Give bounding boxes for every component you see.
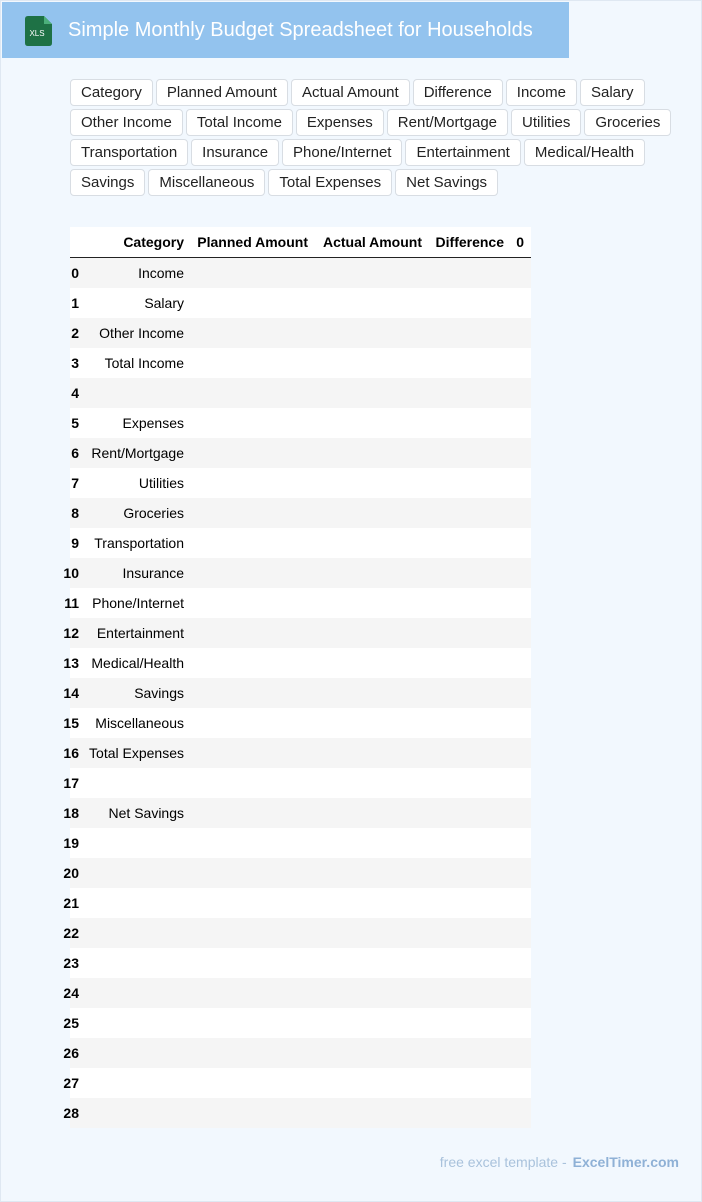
planned-amount-cell[interactable]	[191, 858, 315, 888]
extra-cell[interactable]	[511, 798, 531, 828]
actual-amount-cell[interactable]	[315, 1068, 429, 1098]
row-index: 0	[71, 265, 79, 281]
difference-cell[interactable]	[429, 408, 511, 438]
row-index: 3	[71, 355, 79, 371]
category-cell[interactable]: Groceries	[79, 498, 191, 528]
difference-cell[interactable]	[429, 588, 511, 618]
table-row	[70, 948, 531, 978]
category-cell[interactable]	[79, 768, 191, 798]
row-index: 5	[71, 415, 79, 431]
row-index-cell	[70, 498, 79, 528]
difference-cell[interactable]	[429, 468, 511, 498]
row-index: 24	[63, 985, 79, 1001]
category-cell[interactable]	[79, 888, 191, 918]
extra-cell[interactable]	[511, 498, 531, 528]
category-cell[interactable]	[79, 978, 191, 1008]
extra-cell[interactable]	[511, 1068, 531, 1098]
extra-cell[interactable]	[511, 528, 531, 558]
extra-cell[interactable]	[511, 408, 531, 438]
row-index-cell	[70, 528, 79, 558]
row-index-cell	[63, 648, 79, 678]
row-index: 15	[63, 715, 79, 731]
row-index: 17	[63, 775, 79, 791]
page-title: Simple Monthly Budget Spreadsheet for Households	[68, 19, 533, 41]
tag-chip[interactable]: Total Expenses	[268, 169, 392, 196]
table-row	[70, 798, 531, 828]
row-index: 20	[63, 865, 79, 881]
row-index: 22	[63, 925, 79, 941]
planned-amount-cell[interactable]	[191, 618, 315, 648]
difference-cell[interactable]	[429, 858, 511, 888]
row-index: 19	[63, 835, 79, 851]
row-index-cell	[63, 828, 79, 858]
row-index-cell	[63, 1068, 79, 1098]
planned-amount-cell[interactable]	[191, 588, 315, 618]
actual-amount-cell[interactable]	[315, 468, 429, 498]
table-row	[70, 498, 531, 528]
category-cell[interactable]: Income	[79, 258, 191, 289]
difference-cell[interactable]	[429, 828, 511, 858]
row-index-cell	[64, 588, 79, 618]
tag-chip[interactable]: Income	[506, 79, 577, 106]
row-index: 10	[63, 565, 79, 581]
row-index: 18	[63, 805, 79, 821]
difference-cell[interactable]	[429, 888, 511, 918]
difference-cell[interactable]	[429, 348, 511, 378]
category-cell[interactable]: Phone/Internet	[79, 588, 191, 618]
extra-cell[interactable]	[511, 888, 531, 918]
extra-cell[interactable]	[511, 648, 531, 678]
row-index: 9	[71, 535, 79, 551]
category-cell[interactable]: Insurance	[79, 558, 191, 588]
table-row	[70, 1098, 531, 1128]
difference-cell[interactable]	[429, 558, 511, 588]
row-index-cell	[63, 888, 79, 918]
planned-amount-cell[interactable]	[191, 678, 315, 708]
row-index-cell	[63, 1098, 79, 1128]
table-header-row	[70, 227, 531, 258]
actual-amount-cell[interactable]	[315, 978, 429, 1008]
difference-cell[interactable]	[429, 378, 511, 408]
actual-amount-cell[interactable]	[315, 888, 429, 918]
category-cell[interactable]: Rent/Mortgage	[79, 438, 191, 468]
tag-chip[interactable]: Net Savings	[395, 169, 498, 196]
row-index: 16	[63, 745, 79, 761]
planned-amount-cell[interactable]	[191, 798, 315, 828]
table-row	[70, 1068, 531, 1098]
extra-cell[interactable]	[511, 678, 531, 708]
actual-amount-cell[interactable]	[315, 738, 429, 768]
excel-file-icon	[25, 16, 52, 46]
row-index-cell	[70, 348, 79, 378]
category-cell[interactable]	[79, 858, 191, 888]
row-index: 1	[71, 295, 79, 311]
planned-amount-cell[interactable]	[191, 558, 315, 588]
extra-cell[interactable]	[511, 378, 531, 408]
planned-amount-cell[interactable]	[191, 1068, 315, 1098]
row-index-cell	[63, 798, 79, 828]
category-cell[interactable]: Medical/Health	[79, 648, 191, 678]
difference-cell[interactable]	[429, 948, 511, 978]
actual-amount-cell[interactable]	[315, 858, 429, 888]
index-header	[70, 227, 79, 258]
category-cell[interactable]: Net Savings	[79, 798, 191, 828]
tag-chip[interactable]: Total Income	[186, 109, 293, 136]
actual-amount-cell[interactable]	[315, 798, 429, 828]
extra-cell[interactable]	[511, 468, 531, 498]
extra-cell[interactable]	[511, 318, 531, 348]
actual-amount-cell[interactable]	[315, 768, 429, 798]
extra-cell[interactable]	[511, 948, 531, 978]
extra-cell[interactable]	[511, 828, 531, 858]
row-index-cell	[70, 318, 79, 348]
footer-text: free excel template -	[439, 1154, 567, 1170]
column-header-difference[interactable]: Difference	[429, 227, 511, 258]
extra-cell[interactable]	[511, 858, 531, 888]
extra-cell[interactable]	[511, 1008, 531, 1038]
row-index: 8	[71, 505, 79, 521]
row-index: 21	[63, 895, 79, 911]
difference-cell[interactable]	[429, 678, 511, 708]
row-index-cell	[63, 1038, 79, 1068]
row-index: 4	[71, 385, 79, 401]
row-index-cell	[70, 258, 79, 289]
difference-cell[interactable]	[429, 318, 511, 348]
table-row	[70, 768, 531, 798]
extra-cell[interactable]	[511, 618, 531, 648]
difference-cell[interactable]	[429, 648, 511, 678]
row-index: 2	[71, 325, 79, 341]
row-index-cell	[63, 738, 79, 768]
extra-cell[interactable]	[511, 708, 531, 738]
actual-amount-cell[interactable]	[315, 438, 429, 468]
row-index-cell	[70, 378, 79, 408]
category-cell[interactable]: Total Expenses	[79, 738, 191, 768]
tag-chip[interactable]: Utilities	[511, 109, 581, 136]
column-header-planned-amount[interactable]: Planned Amount	[191, 227, 315, 258]
difference-cell[interactable]	[429, 708, 511, 738]
planned-amount-cell[interactable]	[191, 378, 315, 408]
category-cell[interactable]: Total Income	[79, 348, 191, 378]
actual-amount-cell[interactable]	[315, 588, 429, 618]
planned-amount-cell[interactable]	[191, 288, 315, 318]
actual-amount-cell[interactable]	[315, 348, 429, 378]
category-cell[interactable]	[79, 1098, 191, 1128]
table-row	[70, 828, 531, 858]
planned-amount-cell[interactable]	[191, 918, 315, 948]
table-row	[70, 918, 531, 948]
extra-cell[interactable]	[511, 918, 531, 948]
actual-amount-cell[interactable]	[315, 258, 429, 289]
extra-cell[interactable]	[511, 738, 531, 768]
tag-chip[interactable]: Entertainment	[405, 139, 520, 166]
planned-amount-cell[interactable]	[191, 438, 315, 468]
extra-cell[interactable]	[511, 348, 531, 378]
difference-cell[interactable]	[429, 768, 511, 798]
tag-chip[interactable]: Difference	[413, 79, 503, 106]
difference-cell[interactable]	[429, 1008, 511, 1038]
actual-amount-cell[interactable]	[315, 498, 429, 528]
planned-amount-cell[interactable]	[191, 318, 315, 348]
row-index: 7	[71, 475, 79, 491]
row-index-cell	[63, 948, 79, 978]
table-row	[70, 1038, 531, 1068]
planned-amount-cell[interactable]	[191, 828, 315, 858]
tag-chip[interactable]: Groceries	[584, 109, 671, 136]
extra-cell[interactable]	[511, 978, 531, 1008]
actual-amount-cell[interactable]	[315, 618, 429, 648]
column-header-actual-amount[interactable]: Actual Amount	[315, 227, 429, 258]
row-index: 6	[71, 445, 79, 461]
row-index: 23	[63, 955, 79, 971]
footer-credit	[440, 1154, 679, 1170]
title-banner	[2, 2, 569, 58]
actual-amount-cell[interactable]	[315, 1038, 429, 1068]
tag-chip[interactable]: Expenses	[296, 109, 384, 136]
column-header-category[interactable]: Category	[79, 227, 191, 258]
row-index-cell	[63, 558, 79, 588]
extra-cell[interactable]	[511, 1098, 531, 1128]
row-index: 26	[63, 1045, 79, 1061]
difference-cell[interactable]	[429, 618, 511, 648]
actual-amount-cell[interactable]	[315, 378, 429, 408]
row-index-cell	[63, 918, 79, 948]
difference-cell[interactable]	[429, 798, 511, 828]
planned-amount-cell[interactable]	[191, 948, 315, 978]
row-index: 14	[63, 685, 79, 701]
tag-chip[interactable]: Savings	[70, 169, 145, 196]
planned-amount-cell[interactable]	[191, 888, 315, 918]
row-index: 12	[63, 625, 79, 641]
planned-amount-cell[interactable]	[191, 738, 315, 768]
tag-chip[interactable]: Medical/Health	[524, 139, 645, 166]
actual-amount-cell[interactable]	[315, 1098, 429, 1128]
planned-amount-cell[interactable]	[191, 498, 315, 528]
actual-amount-cell[interactable]	[315, 828, 429, 858]
difference-cell[interactable]	[429, 438, 511, 468]
planned-amount-cell[interactable]	[191, 258, 315, 289]
table-row	[70, 978, 531, 1008]
difference-cell[interactable]	[429, 978, 511, 1008]
tag-chip[interactable]: Planned Amount	[156, 79, 288, 106]
category-cell[interactable]: Savings	[79, 678, 191, 708]
row-index-cell	[63, 708, 79, 738]
column-header-0[interactable]: 0	[511, 227, 531, 258]
actual-amount-cell[interactable]	[315, 318, 429, 348]
table-row	[70, 678, 531, 708]
difference-cell[interactable]	[429, 498, 511, 528]
table-row	[70, 468, 531, 498]
extra-cell[interactable]	[511, 438, 531, 468]
planned-amount-cell[interactable]	[191, 978, 315, 1008]
extra-cell[interactable]	[511, 1038, 531, 1068]
actual-amount-cell[interactable]	[315, 1008, 429, 1038]
planned-amount-cell[interactable]	[191, 1008, 315, 1038]
tag-chip[interactable]: Transportation	[70, 139, 188, 166]
row-index-cell	[70, 288, 79, 318]
difference-cell[interactable]	[429, 288, 511, 318]
row-index-cell	[63, 618, 79, 648]
extra-cell[interactable]	[511, 258, 531, 289]
planned-amount-cell[interactable]	[191, 648, 315, 678]
xls-icon-label: XLS	[29, 29, 45, 38]
table-row	[70, 888, 531, 918]
category-cell[interactable]	[79, 828, 191, 858]
table-row	[70, 408, 531, 438]
table-row	[70, 288, 531, 318]
actual-amount-cell[interactable]	[315, 528, 429, 558]
row-index-cell	[63, 978, 79, 1008]
row-index-cell	[63, 1008, 79, 1038]
actual-amount-cell[interactable]	[315, 948, 429, 978]
actual-amount-cell[interactable]	[315, 558, 429, 588]
row-index-cell	[70, 438, 79, 468]
table-row	[70, 378, 531, 408]
tag-chip[interactable]: Phone/Internet	[282, 139, 402, 166]
row-index: 11	[64, 595, 79, 611]
tag-chip[interactable]: Insurance	[191, 139, 279, 166]
table-row	[70, 1008, 531, 1038]
category-cell[interactable]: Utilities	[79, 468, 191, 498]
tag-chip[interactable]: Category	[70, 79, 153, 106]
difference-cell[interactable]	[429, 1068, 511, 1098]
row-index-cell	[70, 408, 79, 438]
category-cell[interactable]: Entertainment	[79, 618, 191, 648]
difference-cell[interactable]	[429, 738, 511, 768]
actual-amount-cell[interactable]	[315, 708, 429, 738]
table-row	[70, 528, 531, 558]
category-cell[interactable]: Other Income	[79, 318, 191, 348]
difference-cell[interactable]	[429, 1038, 511, 1068]
tag-list	[70, 79, 680, 196]
row-index: 13	[63, 655, 79, 671]
difference-cell[interactable]	[429, 1098, 511, 1128]
table-row	[70, 648, 531, 678]
category-cell[interactable]	[79, 918, 191, 948]
table-row	[70, 558, 531, 588]
table-row	[70, 318, 531, 348]
category-cell[interactable]	[79, 1068, 191, 1098]
planned-amount-cell[interactable]	[191, 528, 315, 558]
tag-chip[interactable]: Rent/Mortgage	[387, 109, 508, 136]
table-row	[70, 738, 531, 768]
planned-amount-cell[interactable]	[191, 1098, 315, 1128]
category-cell[interactable]	[79, 948, 191, 978]
extra-cell[interactable]	[511, 288, 531, 318]
planned-amount-cell[interactable]	[191, 708, 315, 738]
row-index: 28	[63, 1105, 79, 1121]
extra-cell[interactable]	[511, 588, 531, 618]
extra-cell[interactable]	[511, 768, 531, 798]
actual-amount-cell[interactable]	[315, 408, 429, 438]
planned-amount-cell[interactable]	[191, 768, 315, 798]
table-body	[63, 258, 531, 1129]
planned-amount-cell[interactable]	[191, 468, 315, 498]
tag-chip[interactable]: Salary	[580, 79, 645, 106]
table-row	[70, 708, 531, 738]
category-cell[interactable]	[79, 378, 191, 408]
row-index-cell	[63, 678, 79, 708]
row-index: 25	[63, 1015, 79, 1031]
extra-cell[interactable]	[511, 558, 531, 588]
actual-amount-cell[interactable]	[315, 678, 429, 708]
tag-chip[interactable]: Miscellaneous	[148, 169, 265, 196]
planned-amount-cell[interactable]	[191, 408, 315, 438]
category-cell[interactable]: Expenses	[79, 408, 191, 438]
category-cell[interactable]: Miscellaneous	[79, 708, 191, 738]
row-index-cell	[63, 858, 79, 888]
difference-cell[interactable]	[429, 918, 511, 948]
actual-amount-cell[interactable]	[315, 918, 429, 948]
actual-amount-cell[interactable]	[315, 288, 429, 318]
difference-cell[interactable]	[429, 258, 511, 289]
table-row	[70, 438, 531, 468]
footer-brand-link[interactable]: ExcelTimer.com	[572, 1154, 679, 1170]
table-row	[70, 348, 531, 378]
tag-chip[interactable]: Other Income	[70, 109, 183, 136]
category-cell[interactable]: Transportation	[79, 528, 191, 558]
planned-amount-cell[interactable]	[191, 1038, 315, 1068]
table-row	[70, 588, 531, 618]
category-cell[interactable]	[79, 1038, 191, 1068]
row-index-cell	[63, 768, 79, 798]
actual-amount-cell[interactable]	[315, 648, 429, 678]
table-row	[70, 618, 531, 648]
tag-chip[interactable]: Actual Amount	[291, 79, 410, 106]
row-index: 27	[63, 1075, 79, 1091]
budget-table	[63, 227, 531, 1128]
difference-cell[interactable]	[429, 528, 511, 558]
category-cell[interactable]	[79, 1008, 191, 1038]
category-cell[interactable]: Salary	[79, 288, 191, 318]
table-row	[70, 258, 531, 289]
table-row	[70, 858, 531, 888]
row-index-cell	[70, 468, 79, 498]
planned-amount-cell[interactable]	[191, 348, 315, 378]
